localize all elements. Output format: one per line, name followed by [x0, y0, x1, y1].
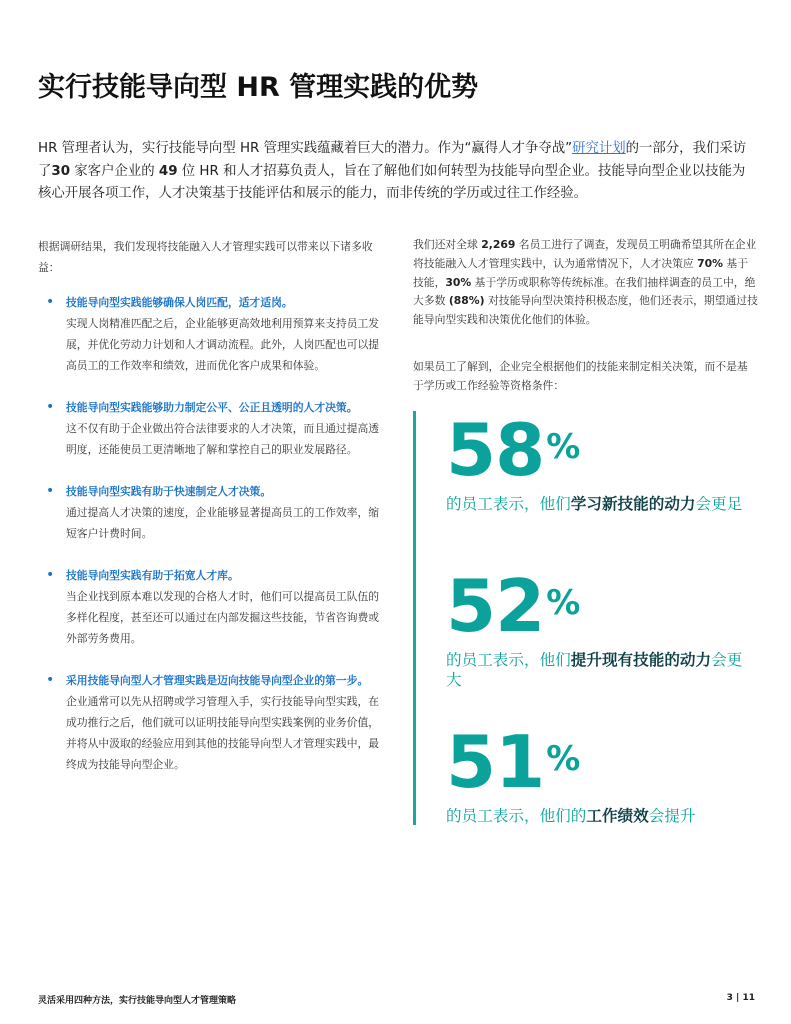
- stat-block: [446, 720, 746, 826]
- benefits-lead: 根据调研结果，我们发现将技能融入人才管理实践可以带来以下诸多收益：: [38, 240, 373, 274]
- stat-number: 52: [446, 564, 545, 648]
- stat-number: 51: [446, 720, 545, 804]
- stat-block: [446, 408, 746, 514]
- footer-title: 灵活采用四种方法，实行技能导向型人才管理策略: [38, 996, 237, 1006]
- benefits-column: [38, 236, 380, 796]
- stat-number: 58: [446, 408, 545, 492]
- survey-number: 2,269: [481, 238, 516, 251]
- benefit-heading: • 技能导向型实践能够助力制定公平、公正且透明的人才决策。: [66, 401, 358, 414]
- benefit-body: 这不仅有助于企业做出符合法律要求的人才决策，而且通过提高透明度，还能使员工更清晰地了解和掌控自己的职业发展路径。: [66, 422, 380, 456]
- stat-caption: [446, 806, 746, 826]
- stat-caption-highlight: 学习新技能的动力: [570, 495, 696, 513]
- survey-text: 基于学历或职称等传统标准。在我们抽样调查的员工中，绝大多数: [413, 275, 756, 308]
- benefit-item: [38, 565, 380, 649]
- survey-text: 基于技能，: [413, 256, 749, 289]
- survey-number: 70%: [697, 256, 723, 270]
- survey-column: [413, 236, 758, 424]
- benefit-item: [38, 397, 380, 460]
- intro-text: 家客户企业的: [70, 163, 159, 179]
- benefit-body: 企业通常可以先从招聘或学习管理入手，实行技能导向型实践，在成功推行之后，他们就可以证明技能导向型实践案例的业务价值，并将从中汲取的经验应用到其他的技能导向型人才管理实践中，最终成为技能导向型企业。: [66, 695, 380, 771]
- stat-caption-text: 会提升: [648, 807, 696, 825]
- stat-block: [446, 564, 746, 690]
- stat-caption-text: 会更大: [446, 651, 743, 689]
- benefit-body: 当企业找到原本难以发现的合格人才时，他们可以提高员工队伍的多样化程度，甚至还可以通过在内部发掘这些技能，节省咨询费或外部劳务费用。: [66, 590, 380, 645]
- benefit-item: [38, 292, 380, 376]
- survey-number: (88%): [448, 294, 485, 308]
- stat-percent: %: [546, 427, 581, 467]
- stat-caption-highlight: 工作绩效: [586, 807, 649, 825]
- stat-percent: %: [546, 583, 581, 623]
- intro-number: 49: [158, 163, 178, 179]
- benefit-heading: • 采用技能导向型人才管理实践是迈向技能导向型企业的第一步。: [66, 674, 369, 687]
- benefit-body: 实现人岗精准匹配之后，企业能够更高效地利用预算来支持员工发展，并优化劳动力计划和人才调动流程。此外，人岗匹配也可以提高员工的工作效率和绩效，进而优化客户成果和体验。: [66, 317, 380, 372]
- survey-text: 名员工进行了调查，发现员工明确希望其所在企业将技能融入人才管理实践中，认为通常情况下，人才决策应: [413, 238, 757, 270]
- survey-number: 30%: [445, 275, 472, 289]
- survey-paragraph: [413, 236, 758, 330]
- stats-accent-bar: [413, 411, 416, 825]
- benefit-heading: • 技能导向型实践有助于快速制定人才决策。: [66, 485, 272, 498]
- intro-paragraph: [38, 138, 754, 206]
- intro-text: 的一部分，我们采访了: [38, 141, 747, 179]
- page-number: 3 | 11: [726, 993, 755, 1003]
- stat-caption-text: 的员工表示，他们: [446, 651, 571, 669]
- stat-caption-text: 的员工表示，他们的: [446, 807, 587, 825]
- benefit-body: 通过提高人才决策的速度，企业能够显著提高员工的工作效率，缩短客户计费时间。: [66, 506, 380, 540]
- stat-caption: [446, 494, 746, 514]
- stat-caption-highlight: 提升现有技能的动力: [570, 651, 712, 669]
- intro-number: 30: [51, 163, 71, 179]
- intro-text: 位 HR 和人才招募负责人，旨在了解他们如何转型为技能导向型企业。技能导向型企业以技能为核心开展各项工作，人才决策基于技能评估和展示的能力，而非传统的学历或过往工作经验。: [38, 163, 746, 201]
- intro-text: HR 管理者认为，实行技能导向型 HR 管理实践蕴藏着巨大的潜力。作为“赢得人才争夺战”: [38, 141, 573, 156]
- research-program-link[interactable]: 研究计划: [572, 141, 626, 156]
- survey-text: 对技能导向型决策持积极态度，他们还表示，期望通过技能导向型实践和决策优化他们的体验。: [413, 294, 758, 327]
- page-title: 实行技能导向型 HR 管理实践的优势: [38, 72, 479, 103]
- stat-value: [446, 564, 746, 648]
- benefit-item: [38, 481, 380, 544]
- stat-caption-text: 的员工表示，他们: [446, 495, 571, 513]
- stat-caption: [446, 650, 746, 690]
- benefit-item: [38, 670, 380, 775]
- survey-text: 我们还对全球: [413, 238, 482, 251]
- stat-caption-text: 会更足: [695, 495, 743, 513]
- survey-condition: 如果员工了解到，企业完全根据他们的技能来制定相关决策，而不是基于学历或工作经验等资格条件：: [413, 359, 748, 392]
- stat-value: [446, 408, 746, 492]
- stat-percent: %: [546, 739, 581, 779]
- benefit-heading: • 技能导向型实践有助于拓宽人才库。: [66, 569, 239, 582]
- stat-value: [446, 720, 746, 804]
- benefits-list: [38, 292, 380, 775]
- benefit-heading: • 技能导向型实践能够确保人岗匹配，适才适岗。: [66, 296, 293, 309]
